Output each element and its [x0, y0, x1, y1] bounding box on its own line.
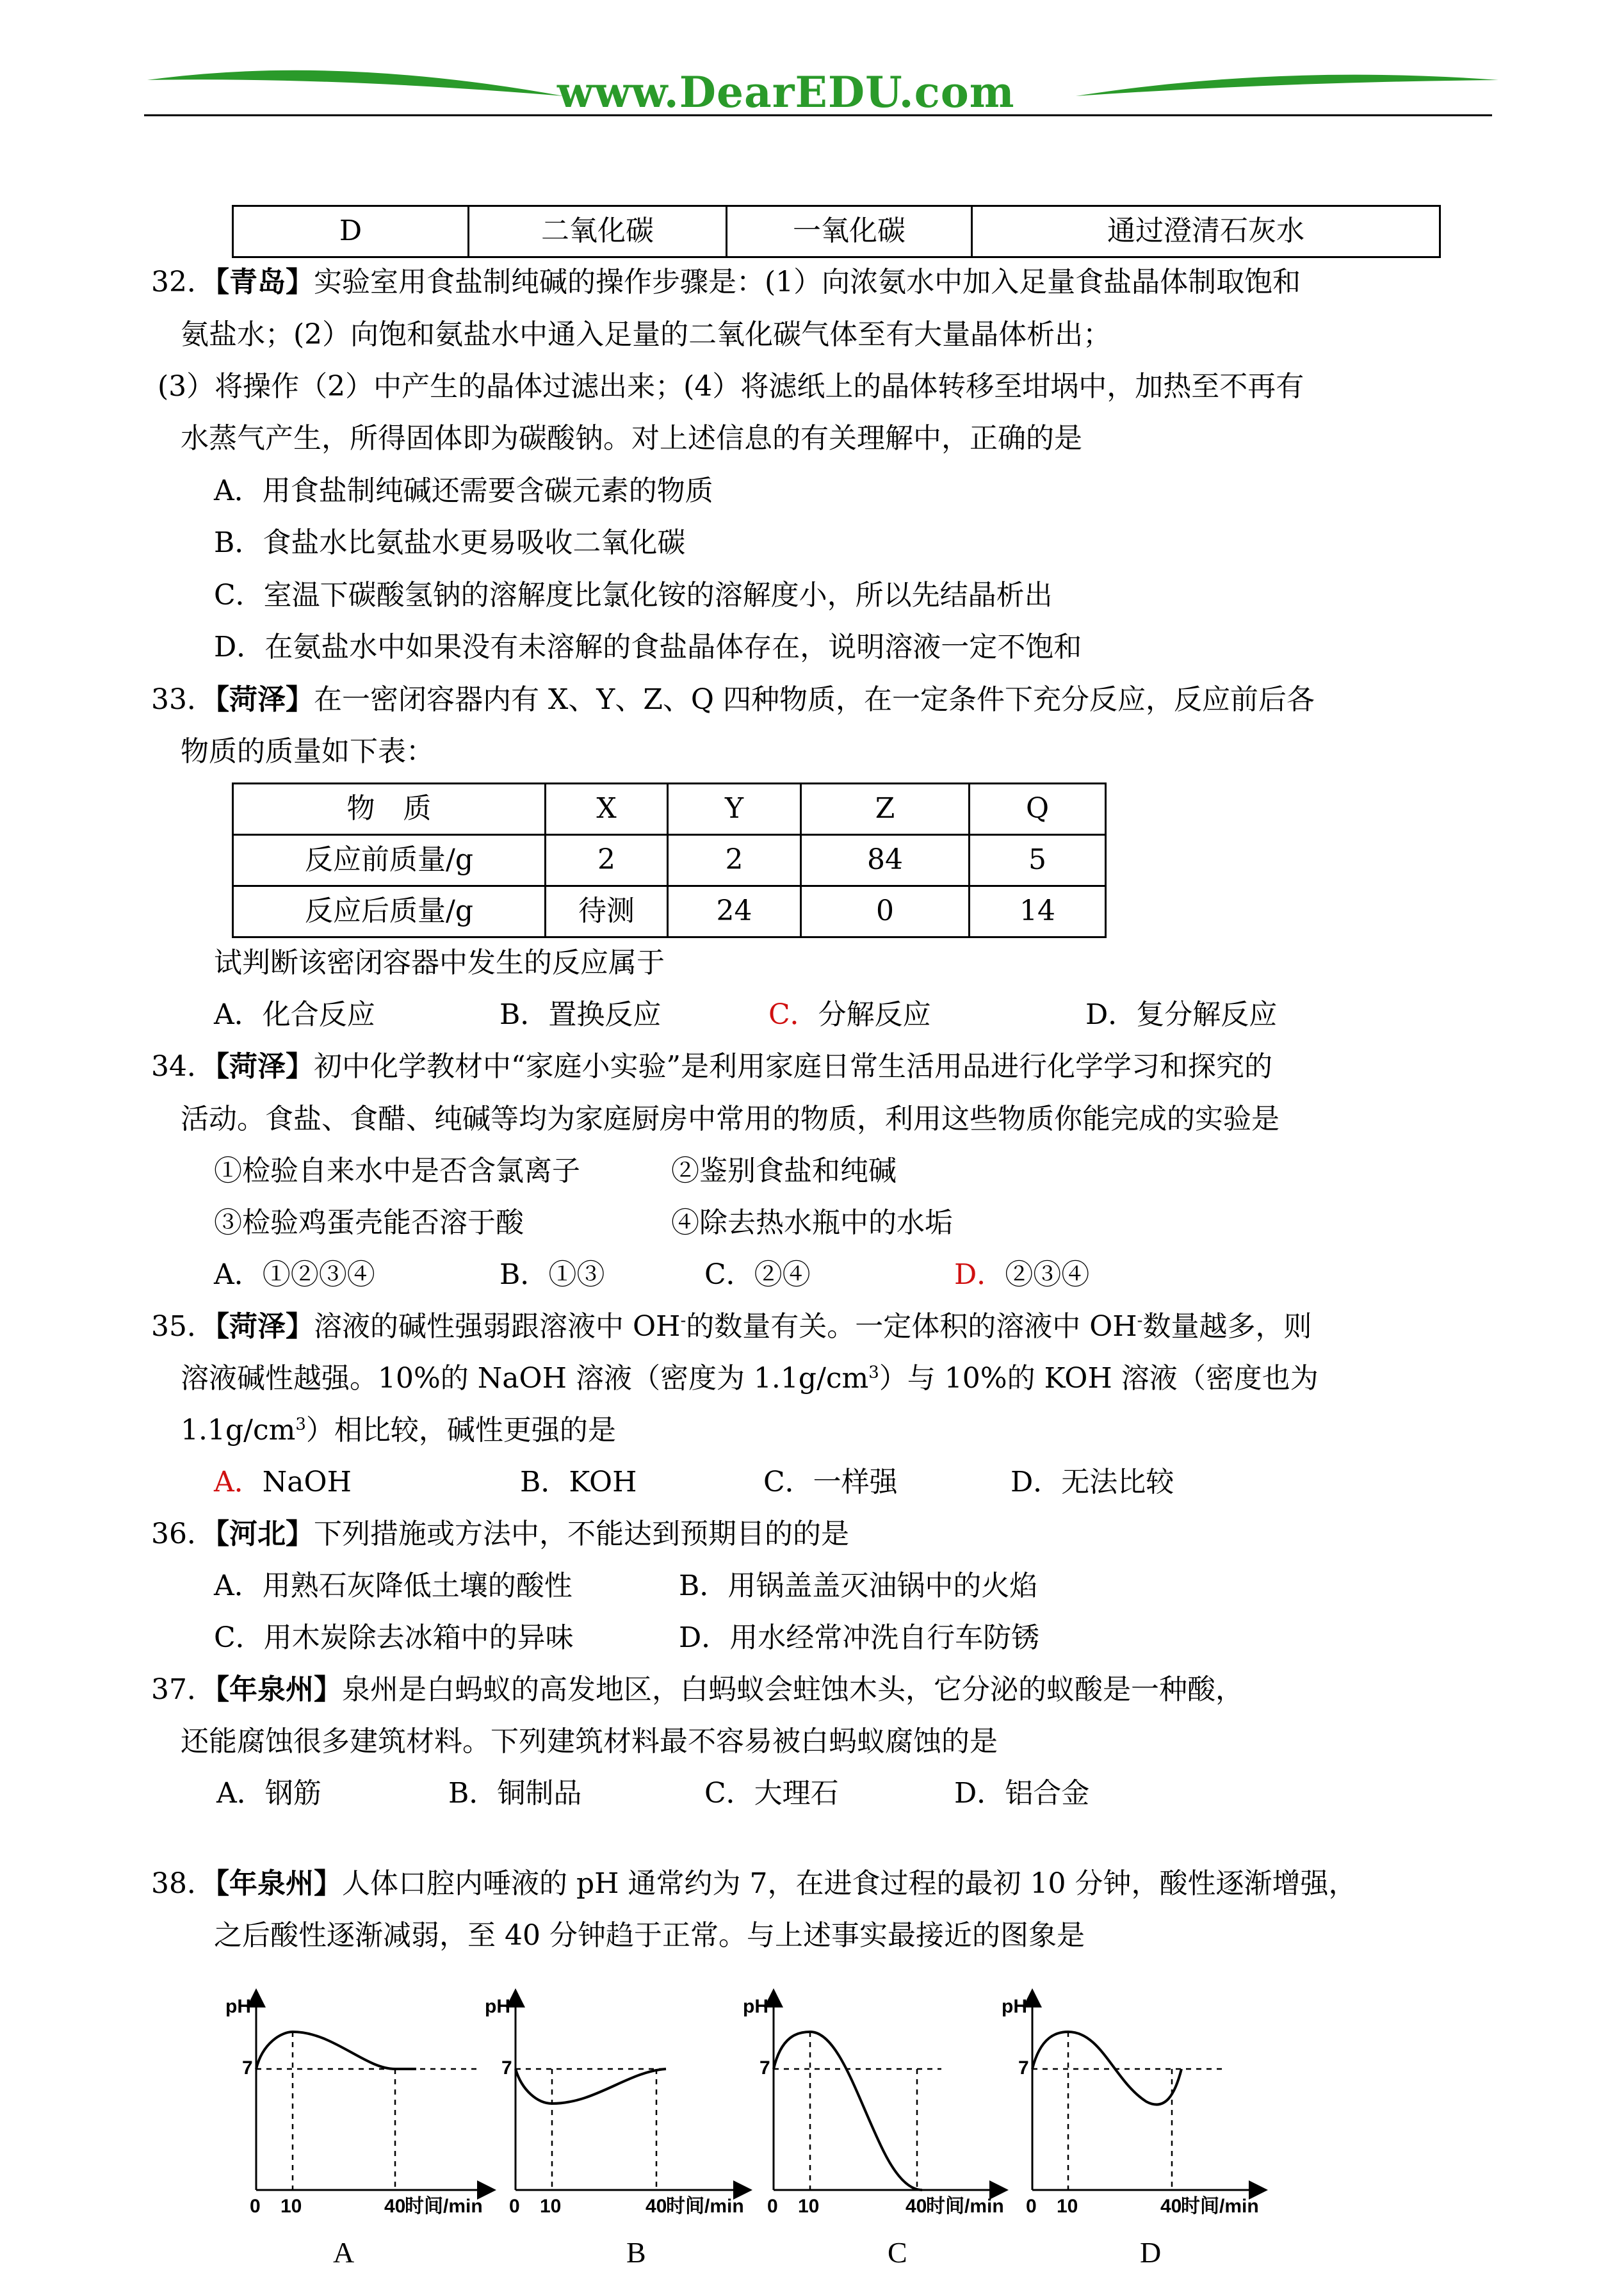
q38-stem: 人体口腔内唾液的 pH 通常约为 7，在进食过程的最初 10 分钟，酸性逐渐增强，	[342, 1867, 1357, 1900]
y-tick-7: 7	[759, 2057, 770, 2079]
text: 1.1g/cm	[181, 1414, 296, 1447]
q35-line3	[181, 1414, 616, 1448]
q33-stem: 在一密闭容器内有 X、Y、Z、Q 四种物质，在一定条件下充分反应，反应前后各	[314, 683, 1315, 716]
q35-option-d[interactable]: D．无法比较	[1011, 1466, 1174, 1498]
y-tick-7: 7	[242, 2057, 253, 2079]
q32-line2: 氨盐水；(2）向饱和氨盐水中通入足量的二氧化碳气体至有大量晶体析出；	[181, 318, 1112, 351]
source-tag: 【河北】	[215, 1518, 314, 1550]
superscript: 3	[295, 1415, 306, 1434]
q37-option-d[interactable]: D．铝合金	[954, 1777, 1090, 1810]
q37-stem: 泉州是白蚂蚁的高发地区，白蚂蚁会蛀蚀木头，它分泌的蚁酸是一种酸，	[342, 1673, 1244, 1706]
q34-option-b[interactable]: B．①③	[499, 1258, 605, 1291]
table-header-row	[233, 784, 1106, 835]
q34-line1	[151, 1050, 1272, 1084]
question-number: 36．	[151, 1518, 215, 1550]
option-text: NaOH	[262, 1466, 352, 1498]
logo-swoosh-right	[1076, 75, 1498, 96]
q32-option-d[interactable]: D．在氨盐水中如果没有未溶解的食盐晶体存在，说明溶液一定不饱和	[214, 631, 1082, 663]
logo-swoosh-left	[147, 70, 564, 96]
q37-option-b[interactable]: B．铜制品	[448, 1777, 582, 1810]
answer-marker: D．	[954, 1258, 1005, 1291]
q35-line1	[151, 1310, 1311, 1344]
x-tick-10: 10	[798, 2196, 820, 2217]
question-number: 33．	[151, 683, 215, 716]
q37-option-c[interactable]: C．大理石	[704, 1777, 839, 1810]
table-cell: 2	[668, 835, 801, 886]
q34-item4: ④除去热水瓶中的水垢	[671, 1206, 953, 1239]
y-tick-7: 7	[501, 2057, 512, 2079]
x-origin-label: 0	[250, 2196, 261, 2217]
table-header-cell: Q	[970, 784, 1106, 835]
table-cell: 84	[801, 835, 970, 886]
text: 溶液的碱性强弱跟溶液中 OH	[314, 1310, 681, 1343]
table-row	[233, 835, 1106, 886]
table-cell: 通过澄清石灰水	[972, 206, 1440, 257]
text: ）相比较，碱性更强的是	[305, 1414, 616, 1447]
x-tick-40: 40	[1160, 2196, 1182, 2217]
q34-item1: ①检验自来水中是否含氯离子	[214, 1155, 580, 1187]
logo-text[interactable]: www.DearEDU.com	[557, 67, 1015, 117]
q32-line1	[151, 266, 1301, 300]
x-tick-10: 10	[540, 2196, 562, 2217]
x-tick-10: 10	[1057, 2196, 1078, 2217]
table-header-cell: X	[546, 784, 668, 835]
q33-mass-table	[232, 783, 1107, 938]
table-header-cell: Z	[801, 784, 970, 835]
graph-b-label[interactable]: B	[626, 2236, 646, 2269]
source-tag: 【年泉州】	[215, 1867, 342, 1900]
text: ）与 10%的 KOH 溶液（密度也为	[879, 1362, 1319, 1395]
table-cell: 2	[546, 835, 668, 886]
graph-d[interactable]	[1032, 1998, 1258, 2190]
q32-line4: 水蒸气产生，所得固体即为碳酸钠。对上述信息的有关理解中，正确的是	[181, 422, 1082, 455]
x-axis-label: 时间/min	[1181, 2196, 1259, 2217]
q37-line1	[151, 1673, 1244, 1707]
q38-line1	[151, 1867, 1356, 1901]
answer-marker: A．	[214, 1466, 263, 1498]
source-tag: 【菏泽】	[215, 683, 314, 716]
table-cell: 0	[801, 886, 970, 937]
table-header-cell: Y	[668, 784, 801, 835]
source-tag: 【菏泽】	[215, 1050, 314, 1083]
x-axis-label: 时间/min	[405, 2196, 483, 2217]
option-text: ②③④	[1005, 1258, 1090, 1291]
y-axis-label: pH	[485, 1996, 510, 2017]
x-axis-label: 时间/min	[926, 2196, 1004, 2217]
q34-item3: ③检验鸡蛋壳能否溶于酸	[214, 1206, 524, 1239]
table-cell: 5	[970, 835, 1106, 886]
source-tag: 【年泉州】	[215, 1673, 342, 1706]
q32-option-a[interactable]: A．用食盐制纯碱还需要含碳元素的物质	[214, 474, 713, 507]
q32-option-b[interactable]: B．食盐水比氨盐水更易吸收二氧化碳	[214, 526, 686, 559]
q33-option-b[interactable]: B．置换反应	[499, 998, 662, 1031]
table-cell: 一氧化碳	[727, 206, 972, 257]
q32-option-c[interactable]: C．室温下碳酸氢钠的溶解度比氯化铵的溶解度小，所以先结晶析出	[214, 579, 1053, 612]
question-number: 38．	[151, 1867, 215, 1900]
q35-option-a[interactable]	[214, 1466, 352, 1500]
text: 溶液碱性越强。10%的 NaOH 溶液（密度为 1.1g/cm	[181, 1362, 869, 1395]
x-tick-10: 10	[280, 2196, 302, 2217]
source-tag: 【菏泽】	[215, 1310, 314, 1343]
question-number: 37．	[151, 1673, 215, 1706]
x-origin-label: 0	[767, 2196, 778, 2217]
table-row	[233, 886, 1106, 937]
q32-line3: (3）将操作（2）中产生的晶体过滤出来；(4）将滤纸上的晶体转移至坩埚中，加热至不再有	[158, 370, 1304, 403]
ph-curve	[256, 2032, 416, 2069]
x-axis-label: 时间/min	[666, 2196, 744, 2217]
table-cell: 反应前质量/g	[233, 835, 546, 886]
graph-b[interactable]	[516, 1998, 743, 2190]
q33-option-a[interactable]: A．化合反应	[214, 998, 375, 1031]
table-cell: 反应后质量/g	[233, 886, 546, 937]
ph-curve	[516, 2069, 666, 2104]
q37-option-a[interactable]: A．钢筋	[216, 1777, 321, 1810]
superscript: -	[680, 1311, 686, 1331]
q33-line2: 物质的质量如下表：	[181, 735, 434, 768]
q34-option-d[interactable]	[954, 1258, 1089, 1292]
x-origin-label: 0	[509, 2196, 520, 2217]
q35-option-c[interactable]: C．一样强	[763, 1466, 898, 1498]
table-row	[233, 206, 1440, 257]
source-tag: 【青岛】	[215, 266, 314, 298]
q33-option-d[interactable]: D．复分解反应	[1085, 998, 1278, 1031]
graph-c[interactable]	[774, 1998, 999, 2190]
q35-line2	[181, 1362, 1319, 1396]
q36-stem: 下列措施或方法中，不能达到预期目的的是	[314, 1518, 849, 1550]
text: 数量越多，则	[1142, 1310, 1312, 1343]
q36-line1	[151, 1518, 849, 1552]
q37-line2: 还能腐蚀很多建筑材料。下列建筑材料最不容易被白蚂蚁腐蚀的是	[181, 1725, 998, 1758]
q36-option-a[interactable]: A．用熟石灰降低土壤的酸性	[214, 1569, 572, 1602]
q34-option-c[interactable]: C．②④	[704, 1258, 811, 1291]
q33-question: 试判断该密闭容器中发生的反应属于	[214, 946, 665, 979]
y-axis-label: pH	[225, 1996, 251, 2017]
q34-option-a[interactable]: A．①②③④	[214, 1258, 375, 1291]
question-number: 32．	[151, 266, 215, 298]
q32-stem: 实验室用食盐制纯碱的操作步骤是：(1）向浓氨水中加入足量食盐晶体制取饱和	[314, 266, 1301, 298]
answer-marker: C．	[768, 998, 818, 1031]
q34-stem: 初中化学教材中“家庭小实验”是利用家庭日常生活用品进行化学学习和探究的	[314, 1050, 1272, 1083]
x-tick-40: 40	[646, 2196, 667, 2217]
q36-option-b[interactable]: B．用锅盖盖灭油锅中的火焰	[679, 1569, 1038, 1602]
q35-option-b[interactable]: B．KOH	[520, 1466, 637, 1498]
question-number: 35．	[151, 1310, 215, 1343]
table-cell: 14	[970, 886, 1106, 937]
graph-a-label[interactable]: A	[333, 2236, 355, 2269]
q38-line2: 之后酸性逐渐减弱，至 40 分钟趋于正常。与上述事实最接近的图象是	[214, 1919, 1085, 1952]
graph-d-label[interactable]: D	[1140, 2236, 1162, 2269]
q33-line1	[151, 683, 1315, 717]
q36-option-d[interactable]: D．用水经常冲洗自行车防锈	[679, 1621, 1040, 1654]
option-text: 分解反应	[818, 998, 931, 1031]
text: 的数量有关。一定体积的溶液中 OH	[686, 1310, 1137, 1343]
q33-option-c[interactable]	[768, 998, 931, 1032]
y-axis-label: pH	[1002, 1996, 1027, 2017]
table-cell: 二氧化碳	[469, 206, 727, 257]
table-cell: 24	[668, 886, 801, 937]
ph-curve	[774, 2032, 922, 2190]
graph-c-label[interactable]: C	[888, 2236, 907, 2269]
q34-item2: ②鉴别食盐和纯碱	[671, 1155, 897, 1187]
x-tick-40: 40	[384, 2196, 406, 2217]
graph-a[interactable]	[256, 1998, 487, 2190]
q34-line2: 活动。食盐、食醋、纯碱等均为家庭厨房中常用的物质，利用这些物质你能完成的实验是	[181, 1103, 1279, 1135]
x-origin-label: 0	[1026, 2196, 1037, 2217]
y-tick-7: 7	[1018, 2057, 1029, 2079]
y-axis-label: pH	[743, 1996, 768, 2017]
superscript: 3	[868, 1363, 879, 1383]
q36-option-c[interactable]: C．用木炭除去冰箱中的异味	[214, 1621, 574, 1654]
ph-graphs	[0, 1972, 1624, 2292]
x-tick-40: 40	[905, 2196, 927, 2217]
superscript: -	[1137, 1311, 1143, 1331]
question-number: 34．	[151, 1050, 215, 1083]
table-header-cell: 物 质	[233, 784, 546, 835]
table-cell: 待测	[546, 886, 668, 937]
top-table	[232, 205, 1441, 258]
table-cell: D	[233, 206, 469, 257]
